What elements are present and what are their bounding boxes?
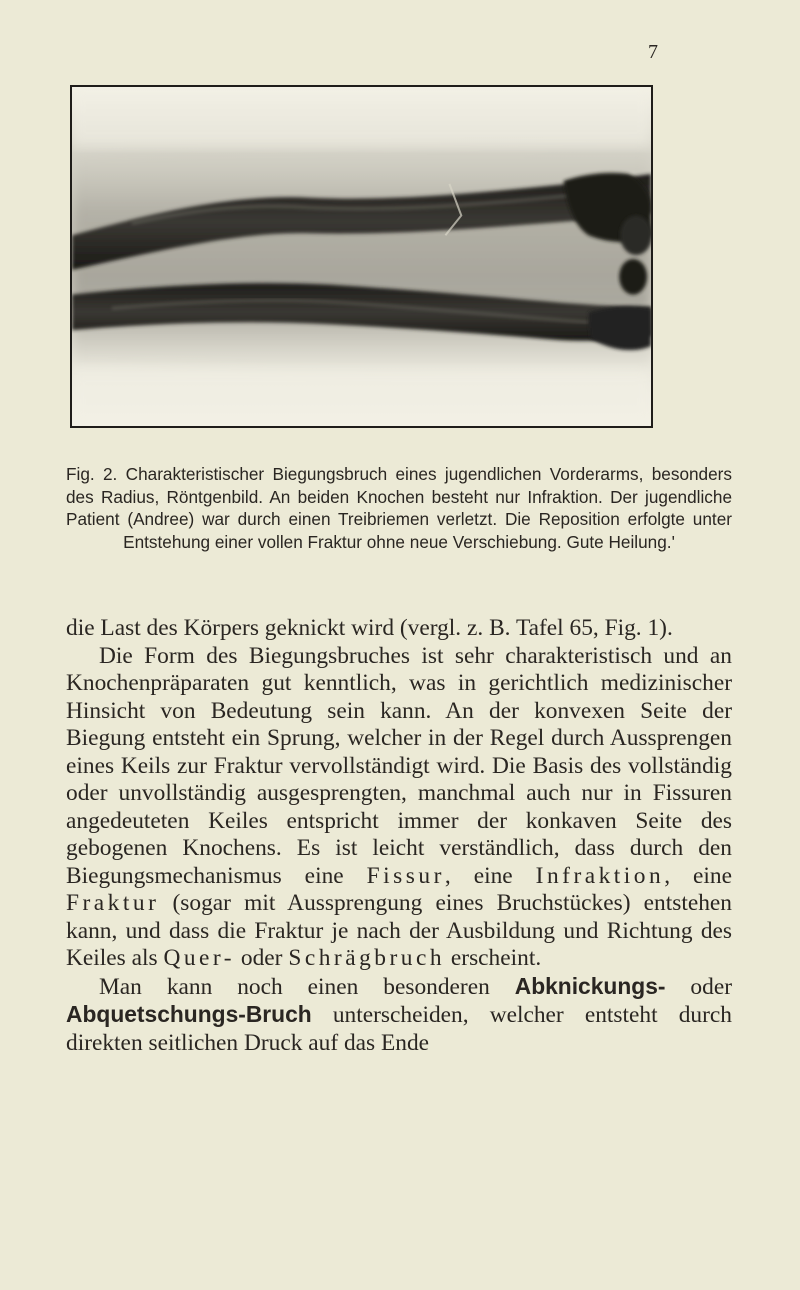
forearm-xray-image	[72, 87, 651, 426]
term-abquetschung: Abquetschungs-Bruch	[66, 1001, 312, 1027]
term-quer: Quer-	[163, 945, 236, 971]
term-fissur: Fissur	[366, 862, 445, 889]
term-abknickung: Abknickungs-	[514, 972, 666, 999]
paragraph-2	[66, 643, 732, 973]
paragraph-1: die Last des Körpers geknickt wird (vergl. z. B. Tafel 65, Fig. 1).	[66, 615, 673, 641]
paragraph-2-seg2: , eine	[664, 862, 733, 889]
xray-bottom-fade	[72, 369, 651, 426]
paragraph-2-seg4: oder	[240, 945, 283, 971]
carpal-bone	[619, 259, 647, 295]
soft-tissue-shadow	[72, 141, 651, 377]
term-fraktur: Fraktur	[66, 890, 160, 916]
paragraph-2-seg3: (sogar mit Aussprengung eines Bruchstückes) entstehen kann, und dass die Fraktur je nach der Ausbildung und Richtung des Keiles als	[66, 890, 732, 971]
page-number: 7	[648, 41, 658, 63]
figure-caption: Fig. 2. Charakteristischer Biegungsbruch eines jugendlichen Vorderarms, besonders des Radius, Röntgenbild. An beiden Knochen besteht nur Infraktion. Der jugendliche Patient (Andree) war durch einen Treibriemen verletzt. Die Reposition erfolgte unter Entstehung einer vollen Fraktur ohne neue Verschiebung. Gute Heilung.'	[66, 464, 732, 552]
term-infraktion: Infraktion	[535, 862, 665, 889]
body-text	[66, 615, 732, 1057]
paragraph-3-end: unterscheiden, welcher entsteht durch direkten seitlichen Druck auf das Ende	[66, 1002, 732, 1056]
term-schraegbruch: Schrägbruch	[288, 945, 446, 971]
paragraph-2-text: Die Form des Biegungsbruches ist sehr charakteristisch und an Knochenpräparaten gut kenntlich, was in gerichtlich medizinischer Hinsicht von Bedeutung sein kann. An der konvexen Seite der Biegung entsteht ein Sprung, welcher in der Regel durch Aussprengen eines Keils zur Fraktur vervollständigt wird. Die Basis des vollständig oder unvollständig ausgesprengten, manchmal auch nur in Fissuren angedeuteten Keiles entspricht immer der konkaven Seite des gebogenen Knochens. Es ist leicht verständlich, dass durch den Biegungsmechanismus eine	[66, 642, 732, 889]
xray-figure	[70, 85, 653, 428]
xray-top-fade	[72, 87, 651, 146]
paragraph-3	[66, 973, 732, 1058]
paragraph-2-seg5: erscheint.	[450, 945, 542, 971]
paragraph-3-mid: oder	[690, 973, 732, 1000]
carpal-bone	[620, 215, 651, 255]
paragraph-3-start: Man kann noch einen besonderen	[99, 973, 490, 1000]
paragraph-2-seg1: , eine	[444, 862, 513, 889]
